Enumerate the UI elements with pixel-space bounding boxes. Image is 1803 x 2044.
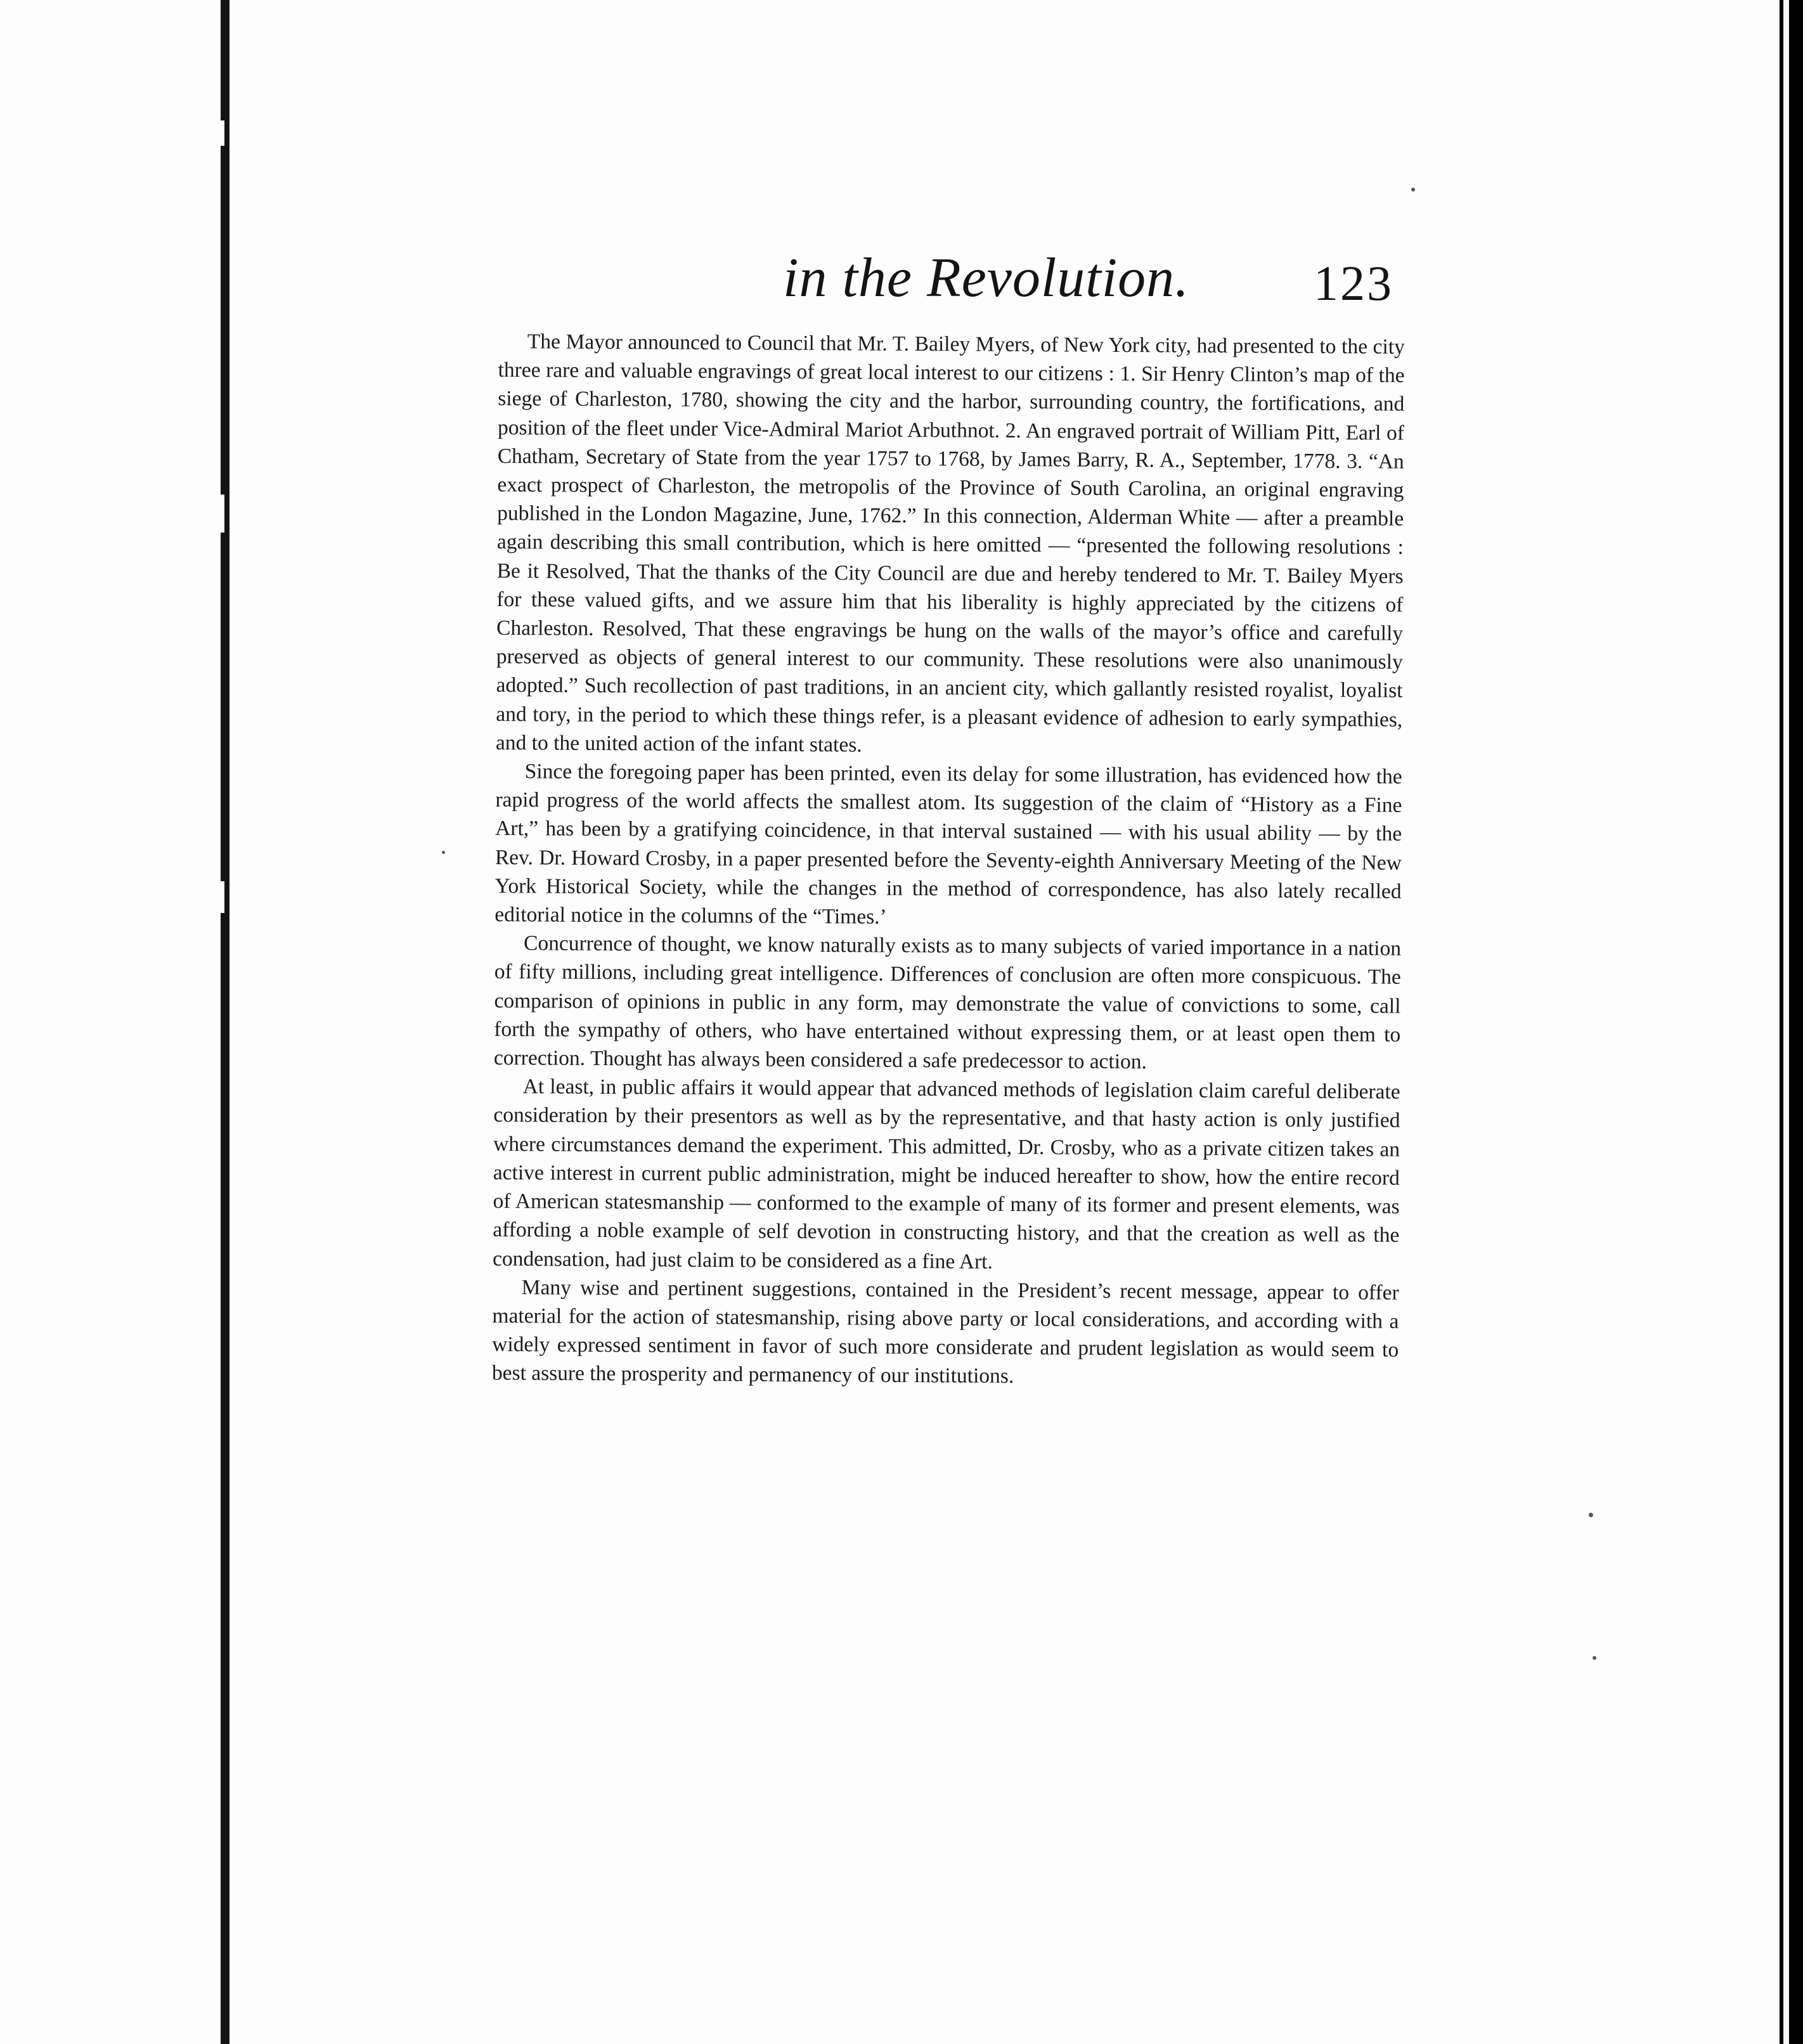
right-page-edge	[1780, 0, 1803, 2044]
paragraph-2: Since the foregoing paper has been printed, even its delay for some illustration, has evidenced how the rapid progress of the world affects the smallest atom. Its suggestion of the claim of “History as a Fine Art,” has been by a gratifying coincidence, in that interval sustained — with his usual ability — by the Rev. Dr. Howard Crosby, in a paper presented before the Seventy-eighth Anniversary Meeting of the New York Historical Society, while the changes in the method of correspondence, has also lately recalled editorial notice in the columns of the “Times.’	[494, 760, 1402, 929]
paragraph-4: At least, in public affairs it would appear that advanced methods of legislation claim careful deliberate consideration by their presentors as well as by the representative, and that hasty action is only justified where circumstances demand the experiment. This admitted, Dr. Crosby, who as a private citizen takes an active interest in current public administration, might be induced hereafter to show, how the entire record of American statesmanship — conformed to the example of many of its former and present elements, was affording a noble example of self devotion in constructing history, and that the creation as well as the condensation, had just claim to be considered as a fine Art.	[492, 1075, 1400, 1274]
paragraph-1: The Mayor announced to Council that Mr. T. Bailey Myers, of New York city, had presented to the city three rare and valuable engravings of great local interest to our citizens : 1. Sir Henry Clinton’s map of the siege of Charleston, 1780, showing the city and the harbor, surrounding country, the fortifications, and position of the fleet under Vice-Admiral Mariot Arbuthnot. 2. An engraved portrait of William Pitt, Earl of Chatham, Secretary of State from the year 1757 to 1768, by James Barry, R. A., September, 1778. 3. “An exact prospect of Charleston, the metropolis of the Province of South Carolina, an original engraving published in the London Magazine, June, 1762.” In this connection, Alderman White — after a preamble again describing this small contribution, which is here omitted — “presented the following resolutions : Be it Resolved, That the thanks of the City Council are due and hereby tendered to Mr. T. Bailey Myers for these valued gifts, and we assure him that his liberality is highly appreciated by the citizens of Charleston. Resolved, That these engravings be hung on the walls of the mayor’s office and carefully preserved as objects of general interest to our community. These resolutions were also unanimously adopted.” Such recollection of past traditions, in an ancient city, which gallantly resisted royalist, loyalist and tory, in the period to which these things refer, is a pleasant evidence of adhesion to early sympathies, and to the united action of the infant states.	[495, 330, 1405, 757]
paragraph-3: Concurrence of thought, we know naturally exists as to many subjects of varied importance in a nation of fifty millions, including great intelligence. Differences of conclusion are often more conspicuous. The comparison of opinions in public in any form, may demonstrate the value of convictions to some, call forth the sympathy of others, who have entertained without expressing them, or at least open them to correction. Thought has always been considered a safe predecessor to action.	[493, 931, 1402, 1074]
body-text	[492, 327, 1405, 1393]
binding-gutter	[221, 0, 229, 2044]
page-number: 123	[1314, 256, 1393, 311]
running-head: in the Revolution.	[783, 247, 1190, 309]
paragraph-5: Many wise and pertinent suggestions, contained in the President’s recent message, appear to offer material for the action of statesmanship, rising above party or local considerations, and according with a widely expressed sentiment in favor of such more considerate and prudent legislation as would seem to best assure the prosperity and permanency of our institutions.	[491, 1275, 1399, 1388]
left-margin	[0, 0, 228, 2044]
